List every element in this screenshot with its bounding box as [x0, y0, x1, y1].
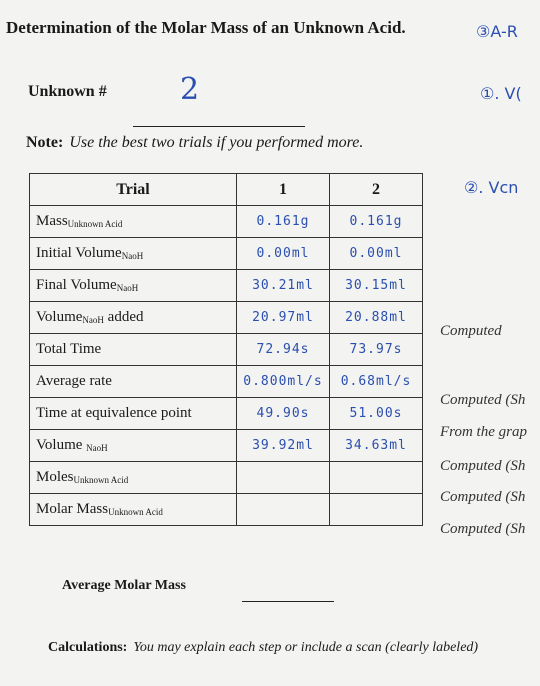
note-label: Note: — [26, 134, 64, 151]
header-trial-1: 1 — [237, 174, 330, 206]
table-row — [30, 206, 423, 238]
row-label: Initial Volume$_{NaoH}$ — [30, 238, 237, 270]
trial-2-value — [330, 462, 423, 494]
table-header-row — [30, 174, 423, 206]
trial-1-value — [237, 462, 330, 494]
trial-1-value: 20.97ml — [237, 302, 330, 334]
note-text: Use the best two trials if you performed more. — [69, 134, 364, 151]
margin-note-computed-molar-mass: Computed (Sh — [440, 521, 526, 537]
unknown-underline — [133, 126, 305, 127]
trial-1-value: 0.161g — [237, 206, 330, 238]
row-label: Volume $_{NaoH}$ — [30, 430, 237, 462]
handwritten-note-b: ①. V( — [480, 84, 522, 103]
trial-1-value: 39.92ml — [237, 430, 330, 462]
row-label: Final Volume$_{NaoH}$ — [30, 270, 237, 302]
trial-2-value — [330, 494, 423, 526]
trial-1-value: 49.90s — [237, 398, 330, 430]
unknown-value: 2 — [180, 72, 201, 107]
handwritten-note-a: ③A-R — [476, 22, 518, 41]
table-row — [30, 494, 423, 526]
table-row — [30, 334, 423, 366]
page-title: Determination of the Molar Mass of an Unknown Acid. — [6, 18, 406, 37]
table-row — [30, 398, 423, 430]
margin-note-computed: Computed — [440, 323, 502, 339]
data-table — [29, 173, 423, 526]
row-label: Volume$_{NaoH}$ added — [30, 302, 237, 334]
row-label: Total Time — [30, 334, 237, 366]
average-molar-mass-label: Average Molar Mass — [62, 578, 186, 593]
trial-2-value: 0.00ml — [330, 238, 423, 270]
average-molar-mass-line — [242, 601, 334, 602]
table-row — [30, 238, 423, 270]
table-row — [30, 366, 423, 398]
trial-1-value: 72.94s — [237, 334, 330, 366]
trial-2-value: 0.68ml/s — [330, 366, 423, 398]
row-label: Average rate — [30, 366, 237, 398]
row-label: Moles$_{Unknown Acid}$ — [30, 462, 237, 494]
trial-2-value: 30.15ml — [330, 270, 423, 302]
row-label: Molar Mass$_{Unknown Acid}$ — [30, 494, 237, 526]
header-trial-2: 2 — [330, 174, 423, 206]
margin-note-computed-volume: Computed (Sh — [440, 458, 526, 474]
note — [26, 134, 363, 152]
calculations — [48, 640, 478, 656]
margin-note-computed-moles: Computed (Sh — [440, 489, 526, 505]
row-label: Time at equivalence point — [30, 398, 237, 430]
table-row — [30, 462, 423, 494]
margin-note-computed-rate: Computed (Sh — [440, 392, 526, 408]
trial-1-value — [237, 494, 330, 526]
header-trial: Trial — [30, 174, 237, 206]
calculations-text: You may explain each step or include a scan (clearly labeled) — [133, 640, 479, 655]
trial-1-value: 30.21ml — [237, 270, 330, 302]
calculations-label: Calculations: — [48, 640, 128, 655]
unknown-label: Unknown # — [28, 83, 107, 100]
trial-1-value: 0.00ml — [237, 238, 330, 270]
trial-2-value: 51.00s — [330, 398, 423, 430]
margin-note-from-graph: From the grap — [440, 424, 527, 440]
handwritten-note-c: ②. Vcn — [464, 178, 519, 197]
trial-2-value: 20.88ml — [330, 302, 423, 334]
table-row — [30, 270, 423, 302]
trial-1-value: 0.800ml/s — [237, 366, 330, 398]
trial-2-value: 73.97s — [330, 334, 423, 366]
trial-2-value: 34.63ml — [330, 430, 423, 462]
trial-2-value: 0.161g — [330, 206, 423, 238]
table-row — [30, 302, 423, 334]
table-row — [30, 430, 423, 462]
row-label: Mass$_{Unknown Acid}$ — [30, 206, 237, 238]
